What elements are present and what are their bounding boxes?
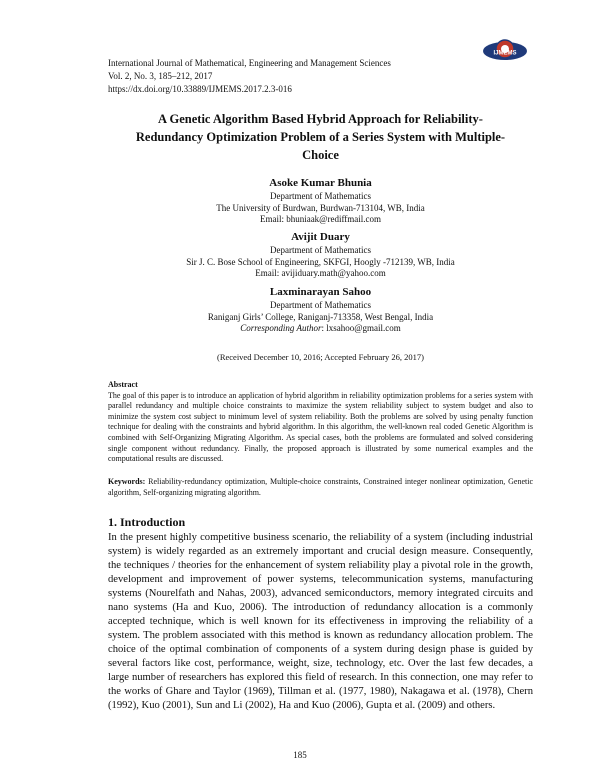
author-dept: Department of Mathematics bbox=[270, 300, 371, 310]
author-email[interactable]: Email: avijiduary.math@yahoo.com bbox=[255, 268, 386, 278]
author-affiliation: Raniganj Girls’ College, Raniganj-713358, West Bengal, India bbox=[207, 311, 434, 322]
abstract-text: The goal of this paper is to introduce an application of hybrid algorithm in reliability optimization problems for a series system with parallel redundancy and multiple choice constraints to maximize the system reliability subject to system budget and also to minimize the system cost subject to minimum level of system reliability. Both the problems are solved by using penalty function technique for dealing with the constraints and hybrid algorithm. In this algorithm, the well-known real coded Genetic Algorithm is combined with Self-Organizing Migrating Algorithm. As special cases, both the problems are formulated and solved considering single component without redundancy. Finally, the proposed approach is illustrated by some numerical examples and the computational results are discussed. bbox=[108, 390, 533, 464]
author-1 bbox=[108, 176, 533, 226]
author-email[interactable]: Corresponding Author: lxsahoo@gmail.com bbox=[240, 323, 401, 333]
introduction-text: In the present highly competitive business scenario, the reliability of a system (including industrial system) is widely regarded as an extremely important and crucial design measure. Consequently, the techniques / theories for the enhancement of system reliability play a pivotal role in the growth, development and improvement of power systems, telecommunication systems, manufacturing systems (Nourelfath and Nahas, 2003), advanced semiconductors, memory integrated circuits and nano systems (Ha and Kuo, 2006). The introduction of redundancy allocation is a commonly accepted technique, which is well known for its effectiveness in improving the reliability of a system. The problem associated with this method is known as redundancy allocation problem. The choice of the optimal combination of components of a system during design phase is guided by several factors like cost, performance, weight, size, technology, etc. Over the last few decades, a large number of researchers has explored this field of research. In this connection, one may refer to the works of Ghare and Taylor (1969), Tillman et al. (1977, 1980), Nakagawa et al. (1978), Chern (1992), Kuo (2001), Sun and Li (2002), Ha and Kuo (2006), Gupta et al. (2009) and others. bbox=[108, 532, 533, 711]
abstract bbox=[108, 380, 533, 465]
journal-header bbox=[108, 57, 391, 96]
section-heading-introduction: 1. Introduction bbox=[108, 515, 186, 529]
author-name: Avijit Duary bbox=[291, 231, 350, 243]
keywords bbox=[108, 477, 533, 498]
author-2 bbox=[108, 230, 533, 280]
journal-logo bbox=[480, 38, 530, 64]
author-dept: Department of Mathematics bbox=[270, 191, 371, 201]
keywords-label: Keywords: bbox=[108, 477, 146, 486]
author-affiliation: Sir J. C. Bose School of Engineering, SKFGI, Hoogly -712139, WB, India bbox=[186, 256, 455, 267]
paper-title: A Genetic Algorithm Based Hybrid Approach for Reliability- Redundancy Optimization Problem of a Series System with Multiple- Choice bbox=[135, 112, 506, 162]
author-3 bbox=[108, 285, 533, 335]
author-dept: Department of Mathematics bbox=[270, 245, 371, 255]
keywords-text: Reliability-redundancy optimization, Multiple-choice constraints, Constrained integer nonlinear optimization, Genetic algorithm, Self-organizing migrating algorithm. bbox=[108, 477, 533, 497]
journal-name: International Journal of Mathematical, Engineering and Management Sciences bbox=[108, 58, 391, 68]
journal-volume: Vol. 2, No. 3, 185–212, 2017 bbox=[108, 71, 213, 81]
page-number: 185 bbox=[293, 750, 307, 760]
author-name: Asoke Kumar Bhunia bbox=[269, 177, 372, 189]
author-name: Laxminarayan Sahoo bbox=[269, 286, 372, 298]
logo-text: IJMEMS bbox=[493, 50, 517, 57]
author-email[interactable]: Email: bhuniaak@rediffmail.com bbox=[259, 214, 382, 224]
journal-doi[interactable]: https://dx.doi.org/10.33889/IJMEMS.2017.2.3-016 bbox=[108, 84, 292, 94]
author-affiliation: The University of Burdwan, Burdwan-713104, WB, India bbox=[216, 202, 425, 213]
corresponding-author-label: Corresponding Author bbox=[240, 323, 322, 333]
received-dates: (Received December 10, 2016; Accepted February 26, 2017) bbox=[217, 352, 424, 362]
abstract-heading: Abstract bbox=[108, 380, 138, 389]
